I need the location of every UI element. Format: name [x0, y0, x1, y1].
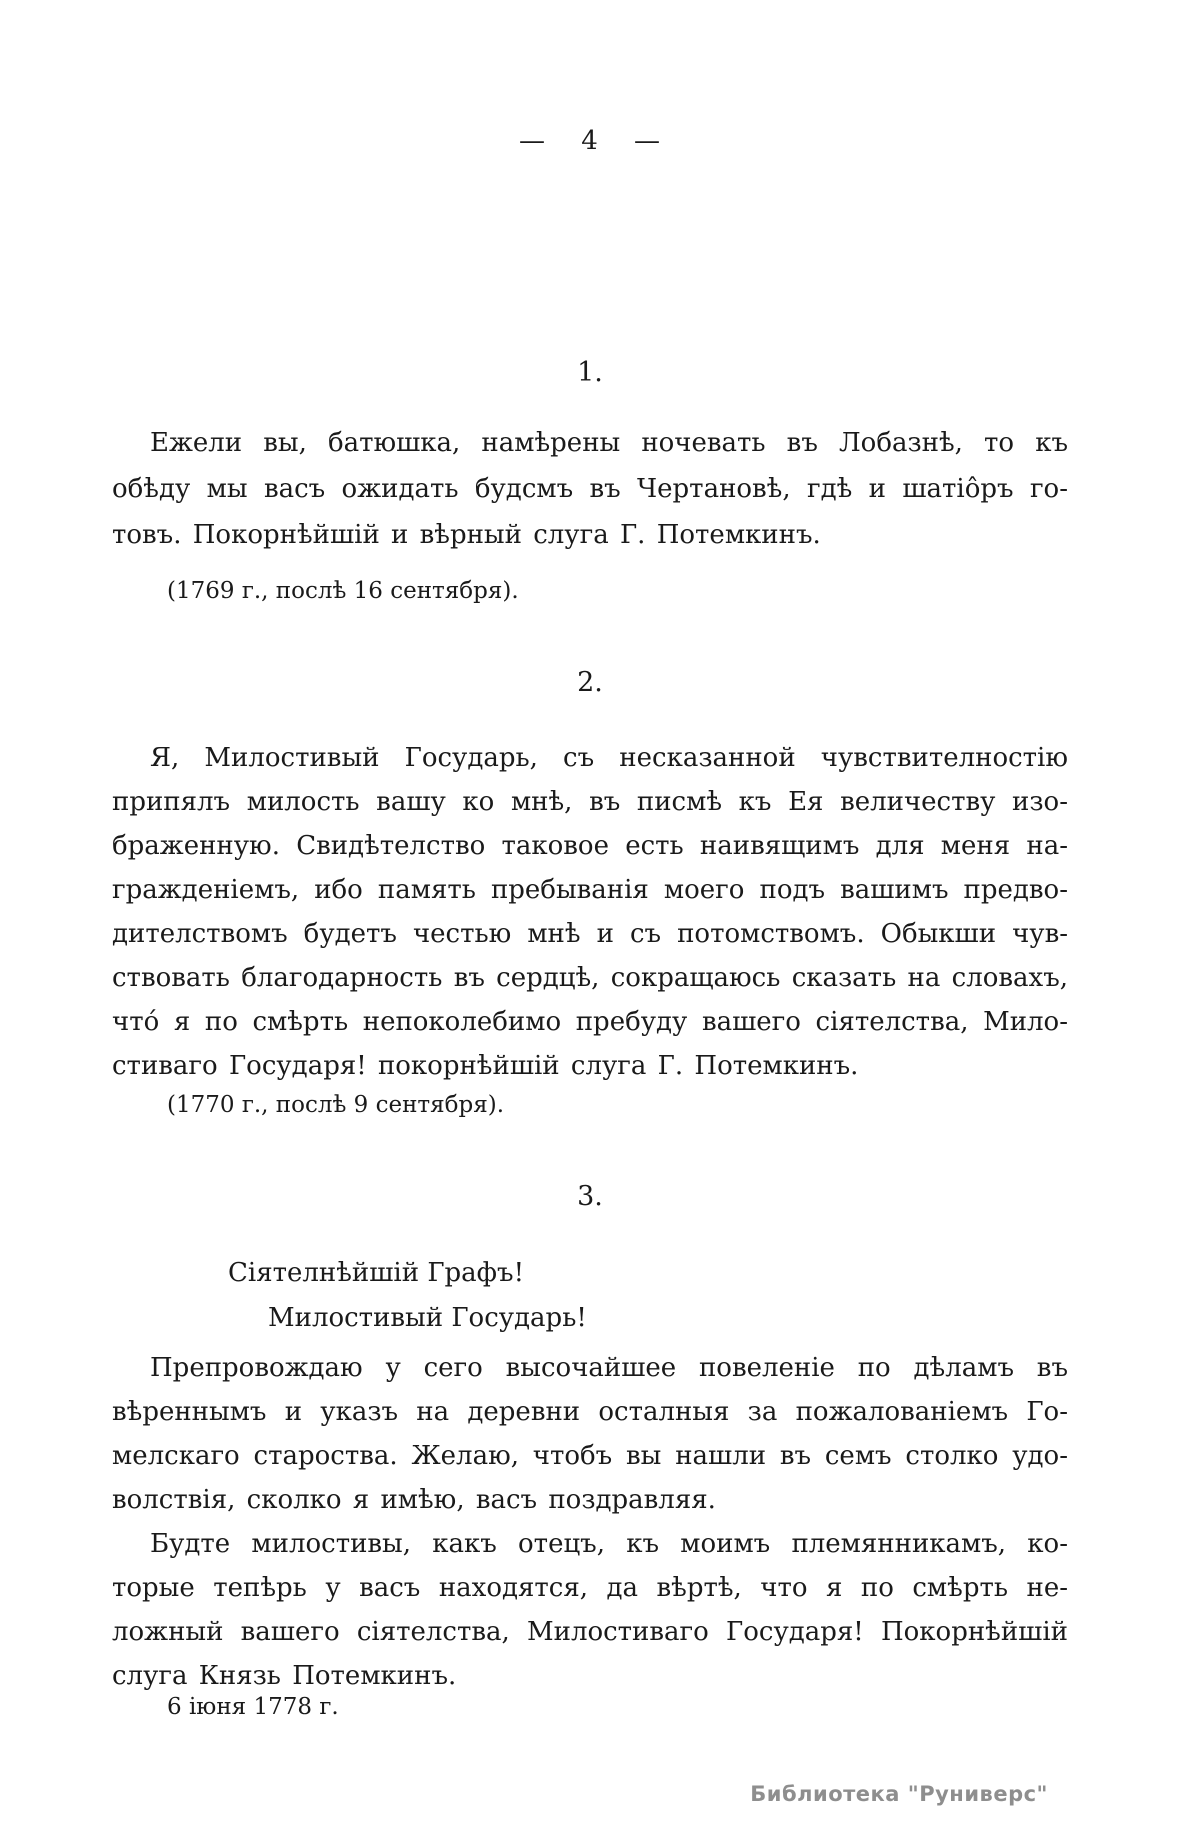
letter-2-date: (1770 г., послѣ 9 сентября).	[167, 1092, 505, 1118]
letter-3-p2-line-1: Будте милостивы, какъ отецъ, къ моимъ племянникамъ, ко-	[150, 1529, 1068, 1559]
letter-3-p2-line-3: ложный вашего сіятелства, Милостиваго Государя! Покорнѣйшій	[112, 1617, 1068, 1647]
letter-2-line-2: припялъ милость вашу ко мнѣ, въ писмѣ къ Ея величеству изо-	[112, 787, 1068, 817]
letter-3-p1-line-2: вѣреннымъ и указъ на деревни осталныя за пожалованіемъ Го-	[112, 1397, 1068, 1427]
letter-3-p1-line-4: волствія, сколко я имѣю, васъ поздравляя.	[112, 1485, 716, 1515]
letter-2-line-4: гражденіемъ, ибо память пребыванія моего подъ вашимъ предво-	[112, 875, 1068, 905]
letter-2-line-6: ствовать благодарность въ сердцѣ, сокращаюсь сказать на словахъ,	[112, 963, 1068, 993]
letter-3-p1-line-3: мелскаго староства. Желаю, чтобъ вы нашли въ семъ столко удо-	[112, 1441, 1068, 1471]
letter-3-p2-line-2: торые тепѣрь у васъ находятся, да вѣртѣ, что я по смѣрть не-	[112, 1573, 1068, 1603]
letter-3-paragraph-1	[112, 1346, 1068, 1522]
section-1-heading: 1.	[577, 357, 603, 388]
letter-3-paragraph-2	[112, 1522, 1068, 1698]
letter-2-line-1: Я, Милостивый Государь, съ несказанной чувствителностію	[150, 743, 1068, 773]
section-2-heading: 2.	[577, 667, 603, 698]
letter-3-salutation-count: Сіятелнѣйшій Графъ!	[228, 1258, 525, 1288]
letter-2-line-5: дителствомъ будетъ честью мнѣ и съ потомствомъ. Обыкши чув-	[112, 919, 1068, 949]
letter-1-line-3: товъ. Покорнѣйшій и вѣрный слуга Г. Потемкинъ.	[112, 520, 821, 550]
letter-2-body	[112, 736, 1068, 1088]
section-3-heading: 3.	[577, 1181, 603, 1212]
letter-2-line-7: что́ я по смѣрть непоколебимо пребуду вашего сіятелства, Мило-	[112, 1007, 1068, 1037]
letter-2-line-3: браженную. Свидѣтелство таковое есть наивящимъ для меня на-	[112, 831, 1068, 861]
letter-3-salutation-sir: Милостивый Государь!	[268, 1303, 587, 1333]
letter-1-line-2: обѣду мы васъ ожидать будсмъ въ Чертановѣ, гдѣ и шатіо̂ръ го-	[112, 474, 1068, 504]
letter-1-date: (1769 г., послѣ 16 сентября).	[167, 578, 519, 604]
letter-3-date: 6 іюня 1778 г.	[167, 1694, 339, 1720]
letter-3-p2-line-4: слуга Князь Потемкинъ.	[112, 1661, 457, 1691]
page-number-header: — 4 —	[518, 126, 662, 156]
letter-1-body	[112, 420, 1068, 558]
letter-1-line-1: Ежели вы, батюшка, намѣрены ночевать въ Лобазнѣ, то къ	[150, 428, 1068, 458]
letter-2-line-8: стиваго Государя! покорнѣйшій слуга Г. Потемкинъ.	[112, 1051, 859, 1081]
letter-3-p1-line-1: Препровождаю у сего высочайшее повеленіе по дѣламъ въ	[150, 1353, 1068, 1383]
runivers-library-watermark: Библиотека "Руниверс"	[750, 1782, 1048, 1806]
